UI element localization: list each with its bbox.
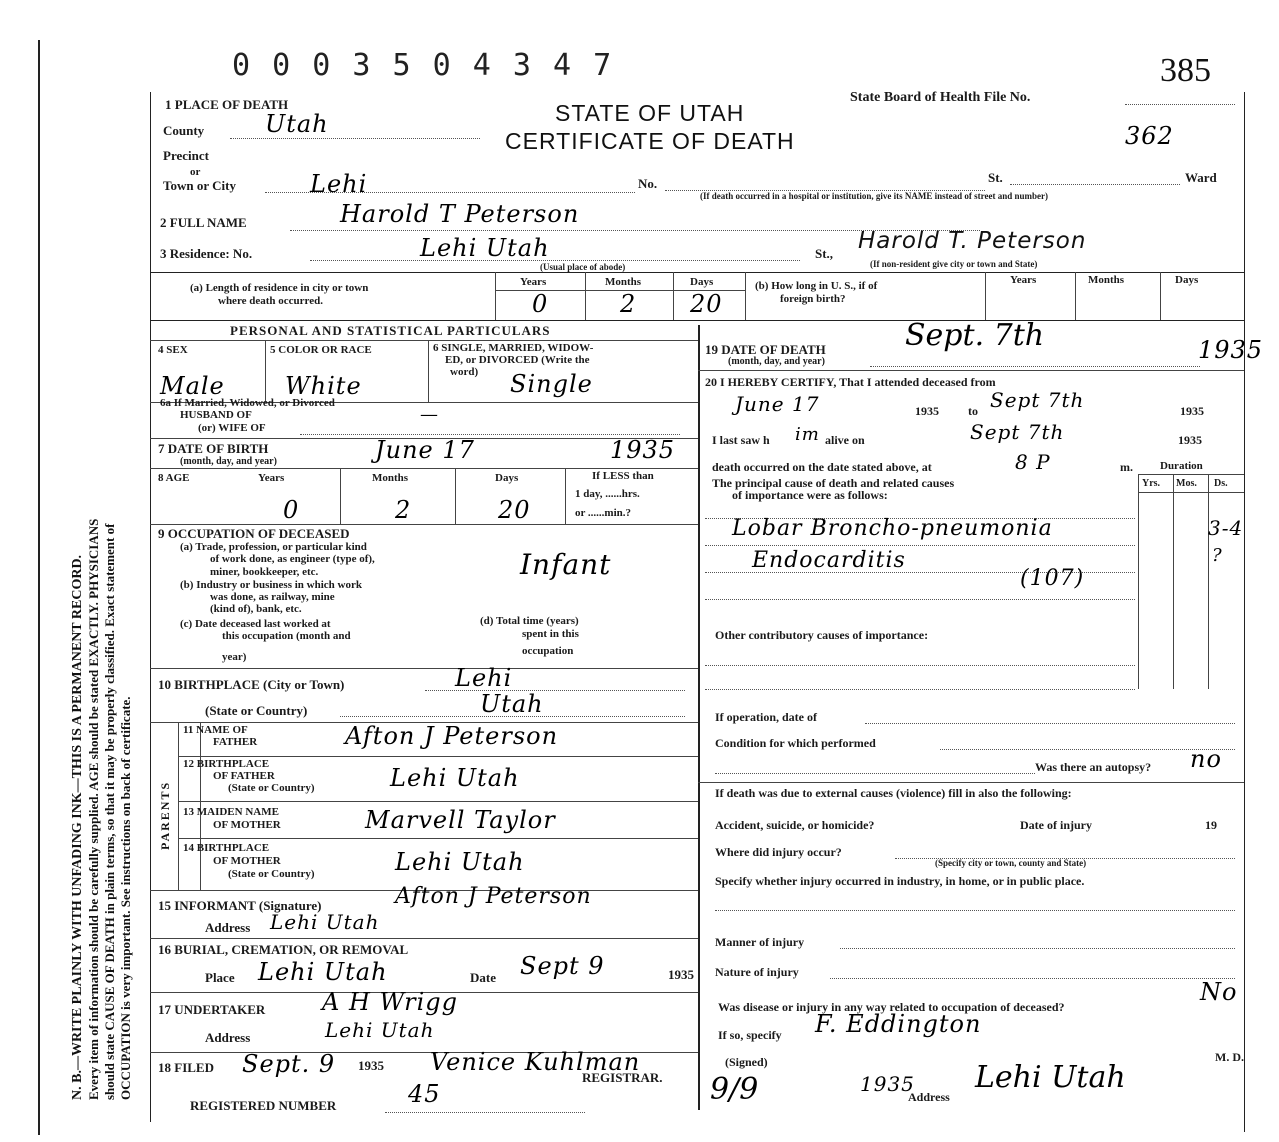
father-birth-bottom xyxy=(178,801,698,802)
duration-col-2 xyxy=(1173,474,1174,689)
undertaker-value: A H Wrigg xyxy=(322,988,458,1016)
signed-address: Lehi Utah xyxy=(975,1060,1126,1095)
color-value: White xyxy=(285,372,362,400)
age-years-value: 0 xyxy=(283,496,300,524)
town-value: Lehi xyxy=(310,170,368,198)
length-label-2: where death occurred. xyxy=(218,295,323,307)
attended-to-date: Sept 7th xyxy=(990,388,1085,412)
page-number: 385 xyxy=(1160,52,1211,89)
spouse-label-2: HUSBAND OF xyxy=(180,409,252,421)
res-col-4 xyxy=(745,272,746,320)
side-note-1: N. B.—WRITE PLAINLY WITH UNFADING INK—THIS IS A PERMANENT RECORD. xyxy=(70,554,85,1100)
occupation-value: Infant xyxy=(520,548,612,581)
side-note-3: should state CAUSE OF DEATH in plain terms, so that it may be properly classified. Exact statement of xyxy=(102,523,117,1100)
residence-st-label: St., xyxy=(815,246,834,261)
marital-label-3: word) xyxy=(450,366,479,378)
occupation-c1: (c) Date deceased last worked at xyxy=(180,618,331,630)
time-m-label: m. xyxy=(1120,460,1133,474)
marital-label-1: 6 SINGLE, MARRIED, WIDOW- xyxy=(433,342,594,354)
informant-bottom xyxy=(150,938,698,939)
residence-value: Lehi Utah xyxy=(420,234,550,262)
death-date-label: 19 DATE OF DEATH xyxy=(705,342,826,357)
county-line xyxy=(230,138,480,139)
injury-year: 19 xyxy=(1205,818,1217,832)
cause-label-2: of importance were as follows: xyxy=(732,488,888,502)
occupation-a2: of work done, as engineer (type of), xyxy=(210,553,375,565)
state-file-line xyxy=(1125,104,1235,105)
state-file-number: 362 xyxy=(1125,122,1174,150)
cause-line-2 xyxy=(705,545,1135,546)
res-table-top xyxy=(150,272,1244,273)
time-of-death: 8 P xyxy=(1015,450,1051,474)
occupation-c3: year) xyxy=(222,651,247,663)
signed-year: 1935 xyxy=(860,1072,915,1096)
res-years-value: 0 xyxy=(532,290,549,318)
birthplace-state-label: (State or Country) xyxy=(205,703,308,718)
disease-label: Was disease or injury in any way related to occupation of deceased? xyxy=(718,1000,1065,1014)
duration-col-3 xyxy=(1208,474,1209,689)
if-so-label: If so, specify xyxy=(718,1028,782,1042)
title-state: STATE OF UTAH xyxy=(555,100,745,126)
spouse-label-1: 6a If Married, Widowed, or Divorced xyxy=(160,397,335,409)
precinct-label: Precinct xyxy=(163,148,209,163)
attended-to-year: 1935 xyxy=(1180,404,1204,418)
father-label-1: 11 NAME OF xyxy=(183,724,248,736)
occupation-b1: (b) Industry or business in which work xyxy=(180,579,362,591)
death-date-value: Sept. 7th xyxy=(905,318,1045,353)
father-birth-label-3: (State or Country) xyxy=(228,782,315,794)
duration-header-line xyxy=(1138,474,1244,475)
form-right-border xyxy=(1244,92,1245,1132)
age-years-header: Years xyxy=(258,472,285,484)
mother-birth-label-2: OF MOTHER xyxy=(213,855,281,867)
left-margin-line xyxy=(38,40,40,1135)
residence-label: 3 Residence: No. xyxy=(160,246,253,261)
age-row-bottom xyxy=(150,524,698,525)
spouse-value: — xyxy=(420,404,439,425)
or-label: or xyxy=(190,166,201,178)
foreign-days-header: Days xyxy=(1175,274,1199,286)
side-note-2: Every item of information should be carefully supplied. AGE should be stated EXACTLY. PHYSICIANS xyxy=(86,518,101,1100)
age-days-value: 20 xyxy=(498,496,531,524)
last-saw-label: I last saw h xyxy=(712,433,770,447)
contrib-line-1 xyxy=(705,665,1135,666)
color-label: 5 COLOR OR RACE xyxy=(270,344,372,356)
foreign-col-3 xyxy=(1160,272,1161,320)
dob-year: 1935 xyxy=(610,436,676,464)
burial-label: 16 BURIAL, CREMATION, OR REMOVAL xyxy=(158,942,409,957)
father-birth-label-2: OF FATHER xyxy=(213,770,275,782)
operation-line xyxy=(865,723,1235,724)
occupation-label: 9 OCCUPATION OF DECEASED xyxy=(158,526,350,541)
contrib-line-2 xyxy=(705,689,1135,690)
form-left-border xyxy=(150,92,151,1122)
res-col-3 xyxy=(673,272,674,320)
age-months-header: Months xyxy=(372,472,409,484)
duration-mos: Mos. xyxy=(1176,478,1197,489)
attended-from-year: 1935 xyxy=(915,404,939,418)
manner-line xyxy=(840,948,1235,949)
less-than-1: If LESS than xyxy=(592,470,654,482)
dob-value: June 17 xyxy=(375,436,475,464)
side-instructions xyxy=(70,100,134,1100)
personal-heading-line xyxy=(150,340,698,341)
death-date-line xyxy=(870,366,1200,367)
burial-place-value: Lehi Utah xyxy=(258,958,388,986)
occupation-d1: (d) Total time (years) xyxy=(480,615,579,627)
full-name-label: 2 FULL NAME xyxy=(160,215,247,230)
burial-date-label: Date xyxy=(470,970,496,985)
town-label: Town or City xyxy=(163,178,236,193)
death-date-bottom xyxy=(698,370,1244,371)
county-label: County xyxy=(163,123,205,138)
nature-label: Nature of injury xyxy=(715,965,799,979)
signed-date: 9/9 xyxy=(710,1072,759,1107)
father-birth-value: Lehi Utah xyxy=(390,764,520,792)
parents-col xyxy=(178,722,179,890)
title-certificate: CERTIFICATE OF DEATH xyxy=(505,128,795,154)
spouse-line xyxy=(300,434,680,435)
res-col-1 xyxy=(495,272,496,320)
mother-birth-value: Lehi Utah xyxy=(395,848,525,876)
registered-number-label: REGISTERED NUMBER xyxy=(190,1098,337,1113)
condition-label: Condition for which performed xyxy=(715,736,876,750)
manner-label: Manner of injury xyxy=(715,935,805,949)
occupation-b3: (kind of), bank, etc. xyxy=(210,603,302,615)
length-label-1: (a) Length of residence in city or town xyxy=(190,282,369,294)
mother-label-2: OF MOTHER xyxy=(213,819,281,831)
last-saw-date: Sept 7th xyxy=(970,420,1065,444)
age-days-header: Days xyxy=(495,472,519,484)
cause-code: (107) xyxy=(1020,566,1085,591)
cause-line-4 xyxy=(705,599,1135,600)
occupation-bottom xyxy=(150,668,698,669)
external-intro: If death was due to external causes (violence) fill in also the following: xyxy=(715,786,1072,800)
duration-col-1 xyxy=(1138,474,1139,689)
duration-ds: Ds. xyxy=(1214,478,1228,489)
color-col xyxy=(428,340,429,402)
physician-signature: F. Eddington xyxy=(815,1010,982,1038)
cause-2: Endocarditis xyxy=(752,548,906,573)
res-months-value: 2 xyxy=(620,290,637,318)
alive-label: alive on xyxy=(825,433,865,447)
dob-sub: (month, day, and year) xyxy=(180,456,277,467)
attended-from-date: June 17 xyxy=(735,392,820,416)
occupation-b2: was done, as railway, mine xyxy=(210,591,335,603)
foreign-col-2 xyxy=(1075,272,1076,320)
marital-label-2: ED, or DIVORCED (Write the xyxy=(445,354,590,366)
duration-header: Duration xyxy=(1160,460,1203,472)
less-than-2: 1 day, ......hrs. xyxy=(575,488,640,500)
mother-birth-label-1: 14 BIRTHPLACE xyxy=(183,842,270,854)
no-label: No. xyxy=(638,176,658,191)
autopsy-value: no xyxy=(1190,745,1222,773)
death-year-value: 1935 xyxy=(1198,336,1264,364)
res-days-header: Days xyxy=(690,276,714,288)
undertaker-address-value: Lehi Utah xyxy=(325,1018,435,1042)
registered-number-line xyxy=(385,1112,585,1113)
informant-address-label: Address xyxy=(205,920,251,935)
autopsy-label: Was there an autopsy? xyxy=(1035,760,1152,774)
death-date-sub: (month, day, and year) xyxy=(728,356,825,367)
occupation-a1: (a) Trade, profession, or particular kind xyxy=(180,541,367,553)
signed-address-label: Address xyxy=(908,1090,950,1104)
foreign-months-header: Months xyxy=(1088,274,1125,286)
burial-year-value: 1935 xyxy=(668,967,694,982)
res-col-2 xyxy=(585,272,586,320)
nature-line xyxy=(830,978,1235,979)
disease-answer: No xyxy=(1200,978,1238,1006)
informant-address-value: Lehi Utah xyxy=(270,910,380,934)
place-label: 1 PLACE OF DEATH xyxy=(165,97,289,112)
occupation-d2: spent in this xyxy=(522,628,579,640)
contributory-label: Other contributory causes of importance: xyxy=(715,628,929,642)
sex-value: Male xyxy=(160,372,225,400)
filed-label: 18 FILED xyxy=(158,1060,214,1075)
specify-city: (Specify city or town, county and State) xyxy=(935,858,1087,868)
parents-side-label: PARENTS xyxy=(158,780,172,850)
burial-date-value: Sept 9 xyxy=(520,952,605,980)
operation-bottom xyxy=(698,782,1244,783)
duration-yrs: Yrs. xyxy=(1142,478,1161,489)
foreign-label-2: foreign birth? xyxy=(780,293,846,305)
st-line xyxy=(1010,184,1180,185)
undertaker-address-label: Address xyxy=(205,1030,251,1045)
state-file-label: State Board of Health File No. xyxy=(850,90,1031,105)
occurred-label: death occurred on the date stated above, at xyxy=(712,460,932,474)
res-days-value: 20 xyxy=(690,290,723,318)
res-years-header: Years xyxy=(520,276,547,288)
mother-birth-label-3: (State or Country) xyxy=(228,868,315,880)
cause-1: Lobar Broncho-pneumonia xyxy=(732,516,1053,541)
birthplace-city: Lehi xyxy=(455,664,513,692)
autopsy-line xyxy=(715,773,1035,774)
duration-subheader-line xyxy=(1138,492,1244,493)
father-bottom xyxy=(178,756,698,757)
full-name-value: Harold T Peterson xyxy=(340,200,580,228)
less-than-3: or ......min.? xyxy=(575,507,632,519)
residence-line xyxy=(310,260,800,261)
accident-label: Accident, suicide, or homicide? xyxy=(715,818,875,832)
operation-label: If operation, date of xyxy=(715,710,817,724)
father-label-2: FATHER xyxy=(213,736,258,748)
specify-industry: Specify whether injury occurred in industry, in home, or in public place. xyxy=(715,874,1085,888)
foreign-label-1: (b) How long in U. S., if of xyxy=(755,280,878,292)
ward-label: Ward xyxy=(1185,170,1217,185)
registrar-label: REGISTRAR. xyxy=(582,1070,663,1085)
non-resident-note: (If non-resident give city or town and State) xyxy=(870,259,1038,269)
duration-2: ? xyxy=(1212,545,1223,566)
age-col-1 xyxy=(340,468,341,524)
sex-label: 4 SEX xyxy=(158,344,188,356)
birthplace-state: Utah xyxy=(480,690,544,718)
registered-number-value: 45 xyxy=(408,1080,441,1108)
mother-label-1: 13 MAIDEN NAME xyxy=(183,806,279,818)
res-months-header: Months xyxy=(605,276,642,288)
column-divider xyxy=(698,325,700,1110)
burial-place-label: Place xyxy=(205,970,235,985)
where-label: Where did injury occur? xyxy=(715,845,842,859)
st-label: St. xyxy=(988,170,1003,185)
residence-typed: Harold T. Peterson xyxy=(858,228,1087,254)
age-col-3 xyxy=(565,468,566,524)
informant-value: Afton J Peterson xyxy=(395,884,592,909)
duration-1: 3-4 xyxy=(1208,516,1244,540)
foreign-years-header: Years xyxy=(1010,274,1037,286)
cause-label-1: The principal cause of death and related causes xyxy=(712,476,955,490)
mother-bottom xyxy=(178,838,698,839)
res-table-bottom xyxy=(150,320,1244,321)
dob-label: 7 DATE OF BIRTH xyxy=(158,441,269,456)
filed-date-value: Sept. 9 xyxy=(242,1050,336,1078)
attended-to-label: to xyxy=(968,404,978,418)
personal-heading: PERSONAL AND STATISTICAL PARTICULARS xyxy=(230,323,551,338)
county-value: Utah xyxy=(265,110,329,138)
certify-label: 20 I HEREBY CERTIFY, That I attended deceased from xyxy=(705,375,996,389)
informant-label: 15 INFORMANT (Signature) xyxy=(158,898,322,913)
hospital-note: (If death occurred in a hospital or institution, give its NAME instead of street and number) xyxy=(700,191,1049,201)
age-col-2 xyxy=(455,468,456,524)
usual-abode-note: (Usual place of abode) xyxy=(540,262,626,272)
filed-year-value: 1935 xyxy=(358,1058,384,1073)
birthplace-label: 10 BIRTHPLACE (City or Town) xyxy=(158,677,345,692)
father-birth-label-1: 12 BIRTHPLACE xyxy=(183,758,270,770)
stamp-number: 0 0 0 3 5 0 4 3 4 7 xyxy=(232,48,614,83)
registrar-signature: Venice Kuhlman xyxy=(430,1048,641,1076)
side-note-4: OCCUPATION is very important. See instructions on back of certificate. xyxy=(118,696,133,1100)
sex-col xyxy=(265,340,266,402)
industry-line xyxy=(715,910,1235,911)
last-saw-year: 1935 xyxy=(1178,433,1202,447)
injury-date-label: Date of injury xyxy=(1020,818,1092,832)
father-value: Afton J Peterson xyxy=(345,722,559,750)
undertaker-label: 17 UNDERTAKER xyxy=(158,1002,266,1017)
occupation-a3: miner, bookkeeper, etc. xyxy=(210,566,319,578)
age-months-value: 2 xyxy=(395,496,412,524)
signed-label: (Signed) xyxy=(725,1055,768,1069)
dob-row-bottom xyxy=(150,468,698,469)
foreign-col-1 xyxy=(985,272,986,320)
last-saw-him: im xyxy=(795,424,820,445)
spouse-label-3: (or) WIFE OF xyxy=(198,422,266,434)
marital-value: Single xyxy=(510,370,593,398)
occupation-d3: occupation xyxy=(522,645,574,657)
age-label: 8 AGE xyxy=(158,472,190,484)
mother-value: Marvell Taylor xyxy=(365,806,556,834)
md-label: M. D. xyxy=(1215,1050,1244,1064)
occupation-c2: this occupation (month and xyxy=(222,630,351,642)
